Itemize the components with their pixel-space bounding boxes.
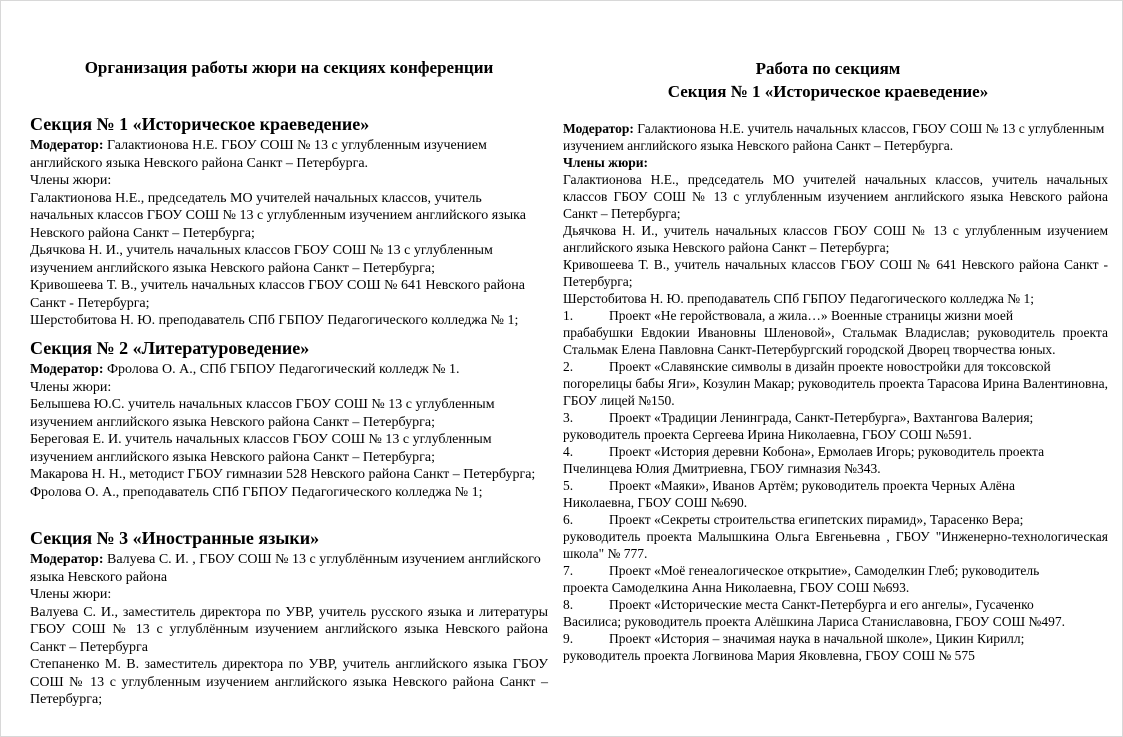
member-item: Кривошеева Т. В., учитель начальных классов ГБОУ СОШ № 641 Невского района Санкт - Петербурга; <box>563 257 1108 289</box>
member-item: Степаненко М. В. заместитель директора по УВР, учитель английского языка ГБОУ СОШ № 13 с углубленным изучением английского языка Невского района Санкт – Петербурга; <box>30 657 548 707</box>
member-item: Дьячкова Н. И., учитель начальных классов ГБОУ СОШ № 13 с углубленным изучением английского языка Невского района Санкт – Петербурга; <box>563 223 1108 255</box>
moderator-text: Галактионова Н.Е. учитель начальных классов, ГБОУ СОШ № 13 с углубленным изучением английского языка Невского района Санкт – Петербурга. <box>563 121 1105 153</box>
project-item <box>563 409 1108 443</box>
project-text: Проект «История – значимая наука в начальной школе», Цикин Кирилл; <box>609 631 1025 646</box>
project-text-cont: Василиса; руководитель проекта Алёшкина Лариса Станиславовна, ГБОУ СОШ №497. <box>563 614 1065 629</box>
project-number: 3. <box>563 410 574 425</box>
project-text-cont: прабабушки Евдокии Ивановны Шленовой», Стальмак Владислав; руководитель проекта Стальмак Елена Павловна Санкт-Петербургский городской Дворец творчества юных. <box>563 325 1108 357</box>
project-item <box>563 477 1108 511</box>
member-item: Кривошеева Т. В., учитель начальных классов ГБОУ СОШ № 641 Невского района Санкт - Петербурга; <box>30 278 525 311</box>
member-item: Береговая Е. И. учитель начальных классов ГБОУ СОШ № 13 с углубленным изучением английского языка Невского района Санкт – Петербурга; <box>30 432 492 465</box>
project-number: 5. <box>563 478 574 493</box>
project-text: Проект «Исторические места Санкт-Петербурга и его ангелы», Гусаченко <box>609 597 1034 612</box>
project-item <box>563 596 1108 630</box>
project-item <box>563 562 1108 596</box>
section-3-title: Секция № 3 «Иностранные языки» <box>30 528 320 548</box>
moderator-text: Валуева С. И. , ГБОУ СОШ № 13 с углублённым изучением английского языка Невского района <box>30 552 541 585</box>
project-number: 4. <box>563 444 574 459</box>
project-text-cont: проекта Самоделкина Анна Николаевна, ГБОУ СОШ №693. <box>563 580 910 595</box>
members-label: Члены жюри: <box>30 379 112 395</box>
members-label: Члены жюри: <box>30 587 112 602</box>
right-title-line-2: Секция № 1 «Историческое краеведение» <box>667 82 989 101</box>
member-item: Дьячкова Н. И., учитель начальных классов ГБОУ СОШ № 13 с углубленным изучением английского языка Невского района Санкт – Петербурга; <box>30 243 493 276</box>
project-number: 2. <box>563 359 574 374</box>
project-text: Проект «Моё генеалогическое открытие», Самоделкин Глеб; руководитель <box>609 563 1040 578</box>
project-item <box>563 443 1108 477</box>
section-1 <box>30 114 548 330</box>
project-text: Проект «Секреты строительства египетских пирамид», Тарасенко Вера; <box>609 512 1024 527</box>
section-2-title: Секция № 2 «Литературоведение» <box>30 338 310 358</box>
project-number: 9. <box>563 631 574 646</box>
right-section <box>563 120 1108 664</box>
project-text: Проект «Славянские символы в дизайн проекте новостройки для токсовской <box>609 359 1051 374</box>
project-text: Проект «Традиции Ленинграда, Санкт-Петербурга», Вахтангова Валерия; <box>609 410 1034 425</box>
project-text-cont: Пчелинцева Юлия Дмитриевна, ГБОУ гимназия №343. <box>563 461 881 476</box>
project-item <box>563 630 1108 664</box>
moderator-label: Модератор: <box>30 362 104 377</box>
section-3-moderator <box>30 551 548 586</box>
section-1-title: Секция № 1 «Историческое краеведение» <box>30 114 370 134</box>
project-text-cont: руководитель проекта Малышкина Ольга Евгеньевна , ГБОУ "Инженерно-технологическая школа" № 777. <box>563 529 1108 561</box>
project-text: Проект «Маяки», Иванов Артём; руководитель проекта Черных Алёна <box>609 478 1016 493</box>
members-label: Члены жюри: <box>563 155 649 170</box>
right-page-title <box>563 59 1093 105</box>
right-moderator <box>563 120 1108 154</box>
member-item: Макарова Н. Н., методист ГБОУ гимназии 528 Невского района Санкт – Петербурга; <box>30 467 536 482</box>
members-label: Члены жюри: <box>30 173 112 188</box>
moderator-label: Модератор: <box>30 138 104 153</box>
moderator-text: Галактионова Н.Е. ГБОУ СОШ № 13 с углубленным изучением английского языка Невского района Санкт – Петербурга. <box>30 138 487 171</box>
project-text-cont: погорелицы бабы Яги», Козулин Макар; руководитель проекта Тарасова Ирина Валентиновна, ГБОУ лицей №150. <box>563 376 1108 408</box>
project-number: 1. <box>563 308 574 323</box>
member-item: Белышева Ю.С. учитель начальных классов ГБОУ СОШ № 13 с углубленным изучением английского языка Невского района Санкт – Петербурга; <box>30 397 495 430</box>
project-item <box>563 307 1108 358</box>
moderator-text: Фролова О. А., СПб ГБПОУ Педагогический колледж № 1. <box>103 362 460 377</box>
left-page-title: Организация работы жюри на секциях конференции <box>84 58 494 77</box>
member-item: Шерстобитова Н. Ю. преподаватель СПб ГБПОУ Педагогического колледжа № 1; <box>30 313 519 328</box>
project-number: 7. <box>563 563 574 578</box>
moderator-label: Модератор: <box>563 121 634 136</box>
project-text-cont: Николаевна, ГБОУ СОШ №690. <box>563 495 748 510</box>
section-2 <box>30 338 548 501</box>
moderator-label: Модератор: <box>30 552 104 567</box>
project-text-cont: руководитель проекта Сергеева Ирина Николаевна, ГБОУ СОШ №591. <box>563 427 972 442</box>
member-item: Галактионова Н.Е., председатель МО учителей начальных классов, учитель начальных классов ГБОУ СОШ № 13 с углубленным изучением английского языка Невского района Санкт – Петербурга; <box>30 190 526 241</box>
project-text: Проект «История деревни Кобона», Ермолаев Игорь; руководитель проекта <box>609 444 1045 459</box>
project-item <box>563 511 1108 562</box>
member-item: Шерстобитова Н. Ю. преподаватель СПб ГБПОУ Педагогического колледжа № 1; <box>563 291 1034 306</box>
section-2-moderator <box>30 361 548 379</box>
project-number: 8. <box>563 597 574 612</box>
project-number: 6. <box>563 512 574 527</box>
project-text-cont: руководитель проекта Логвинова Мария Яковлевна, ГБОУ СОШ № 575 <box>563 648 975 663</box>
member-item: Фролова О. А., преподаватель СПб ГБПОУ Педагогического колледжа № 1; <box>30 484 483 500</box>
section-3 <box>30 528 548 709</box>
member-item: Валуева С. И., заместитель директора по УВР, учитель русского языка и литературы ГБОУ СОШ № 13 с углублённым изучением английского языка Невского района Санкт – Петербурга <box>30 604 548 655</box>
project-item <box>563 358 1108 409</box>
project-text: Проект «Не геройствовала, а жила…» Военные страницы жизни моей <box>609 308 1014 323</box>
member-item: Галактионова Н.Е., председатель МО учителей начальных классов, учитель начальных классов ГБОУ СОШ № 13 с углубленным изучением английского языка Невского района Санкт – Петербурга; <box>563 172 1108 221</box>
section-1-moderator <box>30 137 548 172</box>
right-title-line-1: Работа по секциям <box>755 59 901 78</box>
